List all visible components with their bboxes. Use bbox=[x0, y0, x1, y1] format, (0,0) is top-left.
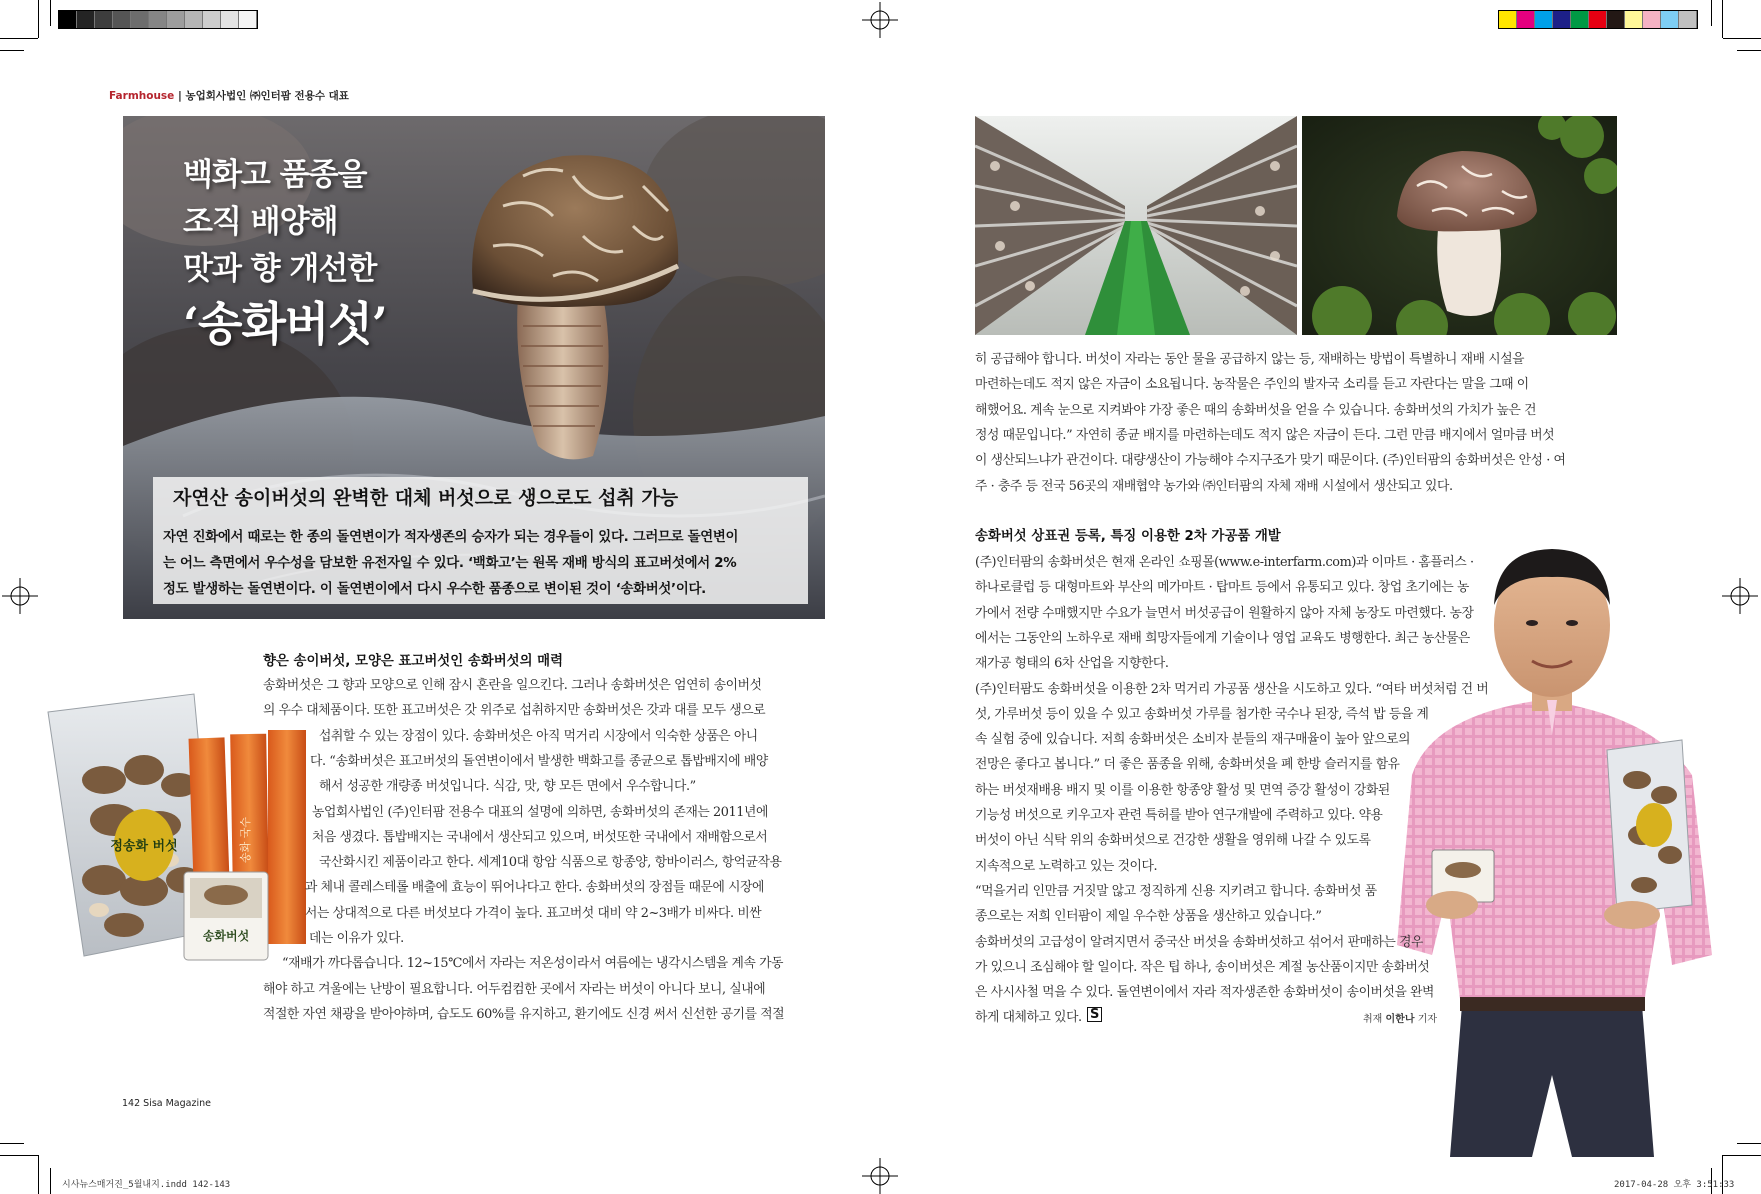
article-line: 가 있으니 조심해야 할 일이다. 작은 팁 하나, 송이버섯은 계절 농산품이지만 송화버섯 bbox=[975, 959, 1430, 975]
color-swatch bbox=[1571, 11, 1589, 28]
article-line: 국산화시킨 제품이라고 한다. 세계10대 항암 식품으로 항종양, 항바이러스, 항억균작용 bbox=[319, 855, 782, 871]
article-line: 에서는 그동안의 노하우로 재배 희망자들에게 기술이나 영업 교육도 병행한다. 최근 농산물은 bbox=[975, 630, 1470, 646]
article-line: 버섯이 아닌 식탁 위의 송화버섯으로 건강한 생활을 영위해 나갈 수 있도록 bbox=[975, 833, 1371, 849]
gray-swatch bbox=[167, 11, 185, 28]
end-mark: S bbox=[1087, 1007, 1102, 1022]
byline-prefix: 취재 bbox=[1363, 1014, 1383, 1025]
color-swatch bbox=[1553, 11, 1571, 28]
byline bbox=[1363, 1010, 1437, 1025]
lead-line: 는 어느 측면에서 우수성을 담보한 유전자일 수 있다. ‘백화고’는 원목 재배 방식의 표고버섯에서 2% bbox=[163, 556, 737, 571]
print-timestamp: 2017-04-28 오후 3:51:33 bbox=[1614, 1180, 1735, 1190]
color-swatch bbox=[1517, 11, 1535, 28]
article-line: (주)인터팜의 송화버섯은 현재 온라인 쇼핑몰(www.e-interfarm.com)과 이마트 · 홈플러스 · bbox=[975, 555, 1474, 570]
lead-line: 정도 발생하는 돌연변이다. 이 돌연변이에서 다시 우수한 품종으로 변이된 것이 ‘송화버섯’이다. bbox=[163, 582, 706, 597]
gray-swatch bbox=[95, 11, 113, 28]
article-line: “먹을거리 인만큼 거짓말 않고 정직하게 신용 지키려고 합니다. 송화버섯 품 bbox=[975, 883, 1377, 899]
grayscale-bar bbox=[58, 10, 258, 29]
article-line: (주)인터팜도 송화버섯을 이용한 2차 먹거리 가공품 생산을 시도하고 있다. “여타 버섯처럼 건 버 bbox=[975, 681, 1489, 697]
bag-label: 정송화 버섯 bbox=[110, 839, 178, 854]
gray-swatch bbox=[203, 11, 221, 28]
registration-mark-top bbox=[862, 2, 898, 38]
hero-title-line: 조직 배양해 bbox=[183, 204, 338, 240]
gray-swatch bbox=[113, 11, 131, 28]
hero-title-line: 맛과 향 개선한 bbox=[183, 251, 377, 287]
byline-name: 이한나 bbox=[1385, 1014, 1415, 1025]
article-line: 과 체내 콜레스테롤 배출에 효능이 뛰어나다고 한다. 송화버섯의 장점들 때문에 시장에 bbox=[305, 880, 765, 896]
color-swatch bbox=[1535, 11, 1553, 28]
article-line: 농업회사법인 (주)인터팜 전용수 대표의 설명에 의하면, 송화버섯의 존재는 2011년에 bbox=[312, 804, 768, 820]
article-line: 전망은 좋다고 봅니다.” 더 좋은 품종을 위해, 송화버섯을 폐 한방 슬러지를 함유 bbox=[975, 757, 1400, 773]
hero-title-main: ‘송화버섯’ bbox=[183, 297, 387, 351]
article-line: 은 사시사철 먹을 수 있다. 돌연변이에서 자라 적자생존한 송화버섯이 송이버섯을 완벽 bbox=[975, 985, 1435, 1001]
article-line: 종으로는 저희 인터팜이 제일 우수한 상품을 생산하고 있습니다.” bbox=[975, 909, 1322, 925]
gray-swatch bbox=[239, 11, 257, 28]
article-line: 속 실험 중에 있습니다. 저희 송화버섯은 소비자 분들의 재구매율이 높아 앞으로의 bbox=[975, 732, 1411, 748]
article-line: 적절한 자연 채광을 받아야하며, 습도도 60%를 유지하고, 환기에도 신경 써서 신선한 공기를 적절 bbox=[263, 1006, 785, 1022]
hero-summary-box bbox=[153, 477, 808, 604]
article-line: “재배가 까다롭습니다. 12~15℃에서 자라는 저온성이라서 여름에는 냉각시스템을 계속 가동 bbox=[282, 956, 784, 972]
file-slug: 시사뉴스매거진_5월내지.indd 142-143 bbox=[62, 1180, 231, 1190]
article-line: 송화버섯은 그 향과 모양으로 인해 잠시 혼란을 일으킨다. 그러나 송화버섯은 엄연히 송이버섯 bbox=[263, 678, 762, 693]
article-line: 지속적으로 노력하고 있는 것이다. bbox=[975, 858, 1158, 874]
registration-mark-left bbox=[2, 578, 38, 614]
page-number: 142 Sisa Magazine bbox=[122, 1098, 211, 1109]
article-line: 해서 성공한 개량종 버섯입니다. 식감, 맛, 향 모든 면에서 우수합니다.” bbox=[319, 779, 696, 795]
color-bar bbox=[1498, 10, 1698, 29]
article-line: 데는 이유가 있다. bbox=[309, 931, 404, 946]
gray-swatch bbox=[149, 11, 167, 28]
article-line: 하게 대체하고 있다. bbox=[975, 1010, 1082, 1026]
article-line: 가에서 전량 수매했지만 수요가 늘면서 버섯공급이 원활하지 않아 자체 농장도 마련했다. 농장 bbox=[975, 605, 1474, 621]
article-line: 재가공 형태의 6차 산업을 지향한다. bbox=[975, 656, 1169, 672]
box-label: 송화버섯 bbox=[202, 929, 250, 943]
article-line: 섯, 가루버섯 등이 있을 수 있고 송화버섯 가루를 첨가한 국수나 된장, 즉석 밥 등을 계 bbox=[975, 706, 1429, 722]
registration-mark-bottom bbox=[862, 1158, 898, 1194]
article-line: 해했어요. 계속 눈으로 지켜봐야 가장 좋은 때의 송화버섯을 얻을 수 있습니다. 송화버섯의 가치가 높은 건 bbox=[975, 402, 1537, 418]
article-line: 하는 버섯재배용 배지 및 이를 이용한 항종양 활성 및 면역 증강 활성이 강화된 bbox=[975, 782, 1390, 798]
running-header bbox=[109, 88, 349, 103]
hero-title bbox=[183, 152, 387, 355]
noodle-label: 송화 국수 bbox=[239, 816, 252, 864]
single-mushroom-photo bbox=[1302, 116, 1617, 335]
section-brand: Farmhouse bbox=[109, 90, 175, 102]
article-line: 정성 때문입니다.” 자연히 종균 배지를 마련하는데도 적지 않은 자금이 든다. 그런 만큼 배지에서 얼마큼 버섯 bbox=[975, 427, 1555, 443]
article-line: 의 우수 대체품이다. 또한 표고버섯은 갓 위주로 섭취하지만 송화버섯은 갓과 대를 모두 생으로 bbox=[263, 703, 766, 719]
article-line: 처음 생겼다. 톱밥배지는 국내에서 생산되고 있으며, 버섯또한 국내에서 재배함으로서 bbox=[312, 829, 768, 845]
gray-swatch bbox=[77, 11, 95, 28]
article-line: 하나로클럽 등 대형마트와 부산의 메가마트 · 탑마트 등에서 유통되고 있다. 창업 초기에는 농 bbox=[975, 580, 1469, 596]
article-line: 섭취할 수 있는 장점이 있다. 송화버섯은 아직 먹거리 시장에서 익숙한 상품은 아니 bbox=[319, 728, 758, 744]
color-swatch bbox=[1499, 11, 1517, 28]
gray-swatch bbox=[59, 11, 77, 28]
gray-swatch bbox=[185, 11, 203, 28]
section-heading-right: 송화버섯 상표권 등록, 특징 이용한 2차 가공품 개발 bbox=[975, 529, 1281, 544]
article-line: 히 공급해야 합니다. 버섯이 자라는 동안 물을 공급하지 않는 등, 재배하는 방법이 특별하니 재배 시설을 bbox=[975, 352, 1525, 367]
article-line: 주 · 충주 등 전국 56곳의 재배협약 농가와 ㈜인터팜의 자체 재배 시설에서 생산되고 있다. bbox=[975, 478, 1453, 494]
product-photo bbox=[44, 690, 312, 976]
article-line: 기능성 버섯으로 키우고자 관련 특허를 받아 연구개발에 주력하고 있다. 약용 bbox=[975, 808, 1383, 823]
header-subtitle: 농업회사법인 ㈜인터팜 전용수 대표 bbox=[185, 90, 349, 102]
gray-swatch bbox=[131, 11, 149, 28]
article-line: 송화버섯의 고급성이 알려지면서 중국산 버섯을 송화버섯하고 섞어서 판매하는 경우 bbox=[975, 934, 1424, 950]
article-line: 이 생산되느냐가 관건이다. 대량생산이 가능해야 수지구조가 맞기 때문이다. (주)인터팜의 송화버섯은 안성 · 여 bbox=[975, 453, 1566, 469]
article-line: 마련하는데도 적지 않은 자금이 소요됩니다. 농작물은 주인의 발자국 소리를 듣고 자란다는 말을 그때 이 bbox=[975, 377, 1529, 393]
hero-title-line: 백화고 품종을 bbox=[183, 157, 367, 193]
header-separator: | bbox=[177, 90, 182, 102]
hero-lead bbox=[163, 525, 795, 603]
article-line: 해야 하고 겨울에는 난방이 필요합니다. 어두컴컴한 곳에서 자라는 버섯이 아니다 보니, 실내에 bbox=[263, 981, 766, 997]
article-line: 서는 상대적으로 다른 버섯보다 가격이 높다. 표고버섯 대비 약 2~3배가 비싸다. 비싼 bbox=[305, 905, 762, 921]
color-swatch bbox=[1643, 11, 1661, 28]
byline-suffix: 기자 bbox=[1417, 1014, 1438, 1025]
article-line: 다. “송화버섯은 표고버섯의 돌연변이에서 발생한 백화고를 종균으로 톱밥배지에 배양 bbox=[310, 753, 768, 769]
color-swatch bbox=[1589, 11, 1607, 28]
gray-swatch bbox=[221, 11, 239, 28]
greenhouse-photo bbox=[975, 116, 1297, 335]
color-swatch bbox=[1607, 11, 1625, 28]
section-heading-left: 향은 송이버섯, 모양은 표고버섯인 송화버섯의 매력 bbox=[263, 654, 564, 669]
hero-photo bbox=[123, 116, 825, 619]
color-swatch bbox=[1679, 11, 1697, 28]
lead-line: 자연 진화에서 때로는 한 종의 돌연변이가 적자생존의 승자가 되는 경우들이 있다. 그러므로 돌연변이 bbox=[163, 530, 739, 545]
color-swatch bbox=[1625, 11, 1643, 28]
hero-subheading: 자연산 송이버섯의 완벽한 대체 버섯으로 생으로도 섭취 가능 bbox=[173, 487, 679, 509]
color-swatch bbox=[1661, 11, 1679, 28]
